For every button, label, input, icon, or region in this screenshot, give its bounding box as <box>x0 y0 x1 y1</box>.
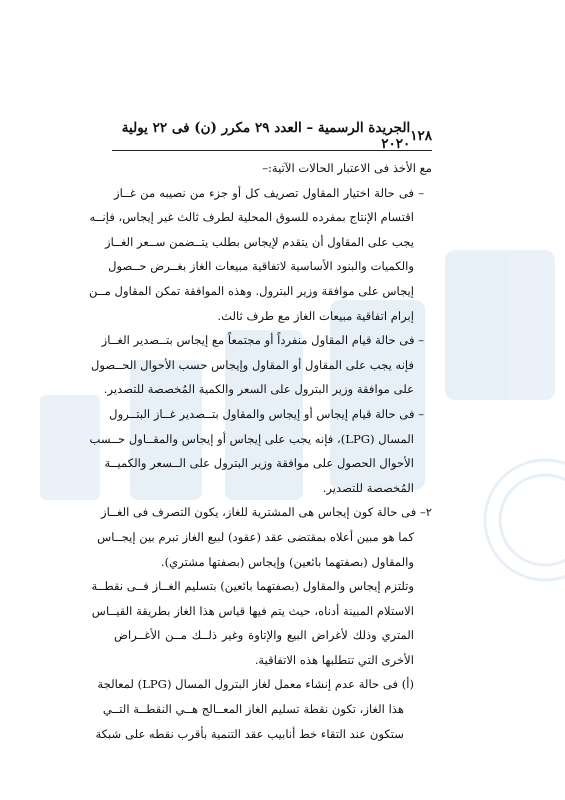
text-line: هذا الغاز، تكون نقطة تسليم الغاز المعــالج هــي النقطــة التــي <box>102 702 404 717</box>
page-number: ١٢٨ <box>410 128 432 144</box>
text-line: – فى حالة قيام إيجاس أو إيجاس والمقاول بتــصدير غــاز البتــرول <box>109 406 424 421</box>
text-line: والكميات والبنود الأساسية لاتفاقية مبيعات الغاز بغــرض حــصول <box>108 259 414 274</box>
text-line: إيجاس على موافقة وزير البترول. وهذه الموافقة تمكن المقاول مــن <box>89 283 414 298</box>
text-line: فإنه يجب على المقاول أو المقاول وإيجاس حسب الأحوال الحــصول <box>90 357 414 372</box>
text-line: يجب على المقاول أن يتقدم لإيجاس بطلب يتــضمن ســعر الغــاز <box>105 234 414 249</box>
text-line: إبرام اتفاقية مبيعات الغاز مع طرف ثالث. <box>217 308 414 323</box>
text-line: كما هو مبين أعلاه بمقتضى عقد (عقود) لبيع الغاز تبرم بين إيجــاس <box>97 529 414 544</box>
text-line: المُخصصة للتصدير. <box>322 480 414 495</box>
text-line: المسال (LPG)، فإنه يجب على إيجاس أو إيجاس والمقــاول حــسب <box>89 431 414 446</box>
text-line: (أ) فى حالة عدم إنشاء معمل لغاز البترول المسال (LPG) لمعالجة <box>97 677 414 692</box>
text-line: – فى حالة اختيار المقاول تصريف كل أو جزء من نصيبه من غــاز <box>114 185 424 200</box>
text-line: – فى حالة قيام المقاول منفرداً أو مجتمعاً مع إيجاس بتــصدير الغــاز <box>101 333 424 348</box>
text-line: الاستلام المبينة أدناه، حيث يتم فيها قياس هذا الغاز بطريقة القيــاس <box>91 603 414 618</box>
text-line: والمقاول (بصفتهما بائعين) وإيجاس (بصفتها مشتري). <box>160 554 414 569</box>
header-divider <box>112 150 432 151</box>
text-line: الأخرى التي تتطلبها هذه الاتفاقية. <box>254 652 414 667</box>
text-line: الأحوال الحصول على موافقة وزير البترول على الــسعر والكميــة <box>104 456 414 471</box>
page-header <box>112 120 432 152</box>
text-line: على موافقة وزير البترول على السعر والكمية المُخصصة للتصدير. <box>103 382 414 397</box>
text-line: اقتسام الإنتاج بمفرده للسوق المحلية لطرف ثالث غير إيجاس، فإنــه <box>89 210 414 225</box>
text-line: ستكون عند التقاء خط أنابيب عقد التنمية بأقرب نقطه على شبكة <box>95 726 404 741</box>
text-line: المتري وذلك لأغراض البيع والإتاوة وغير ذلــك مــن الأغــراض <box>114 628 414 643</box>
document-body <box>89 156 432 746</box>
journal-title: الجريدة الرسمية – العدد ٢٩ مكرر (ن) فى ٢٢ يولية ٢٠٢٠ <box>121 120 411 152</box>
text-line: ٢– فى حالة كون إيجاس هى المشترية للغاز، يكون التصرف فى الغــاز <box>101 505 432 520</box>
text-line: وتلتزم إيجاس والمقاول (بصفتهما بائعين) بتسليم الغــاز فــى نقطــة <box>91 579 414 594</box>
text-line: مع الأخذ فى الاعتبار الحالات الآتية:– <box>262 161 432 175</box>
